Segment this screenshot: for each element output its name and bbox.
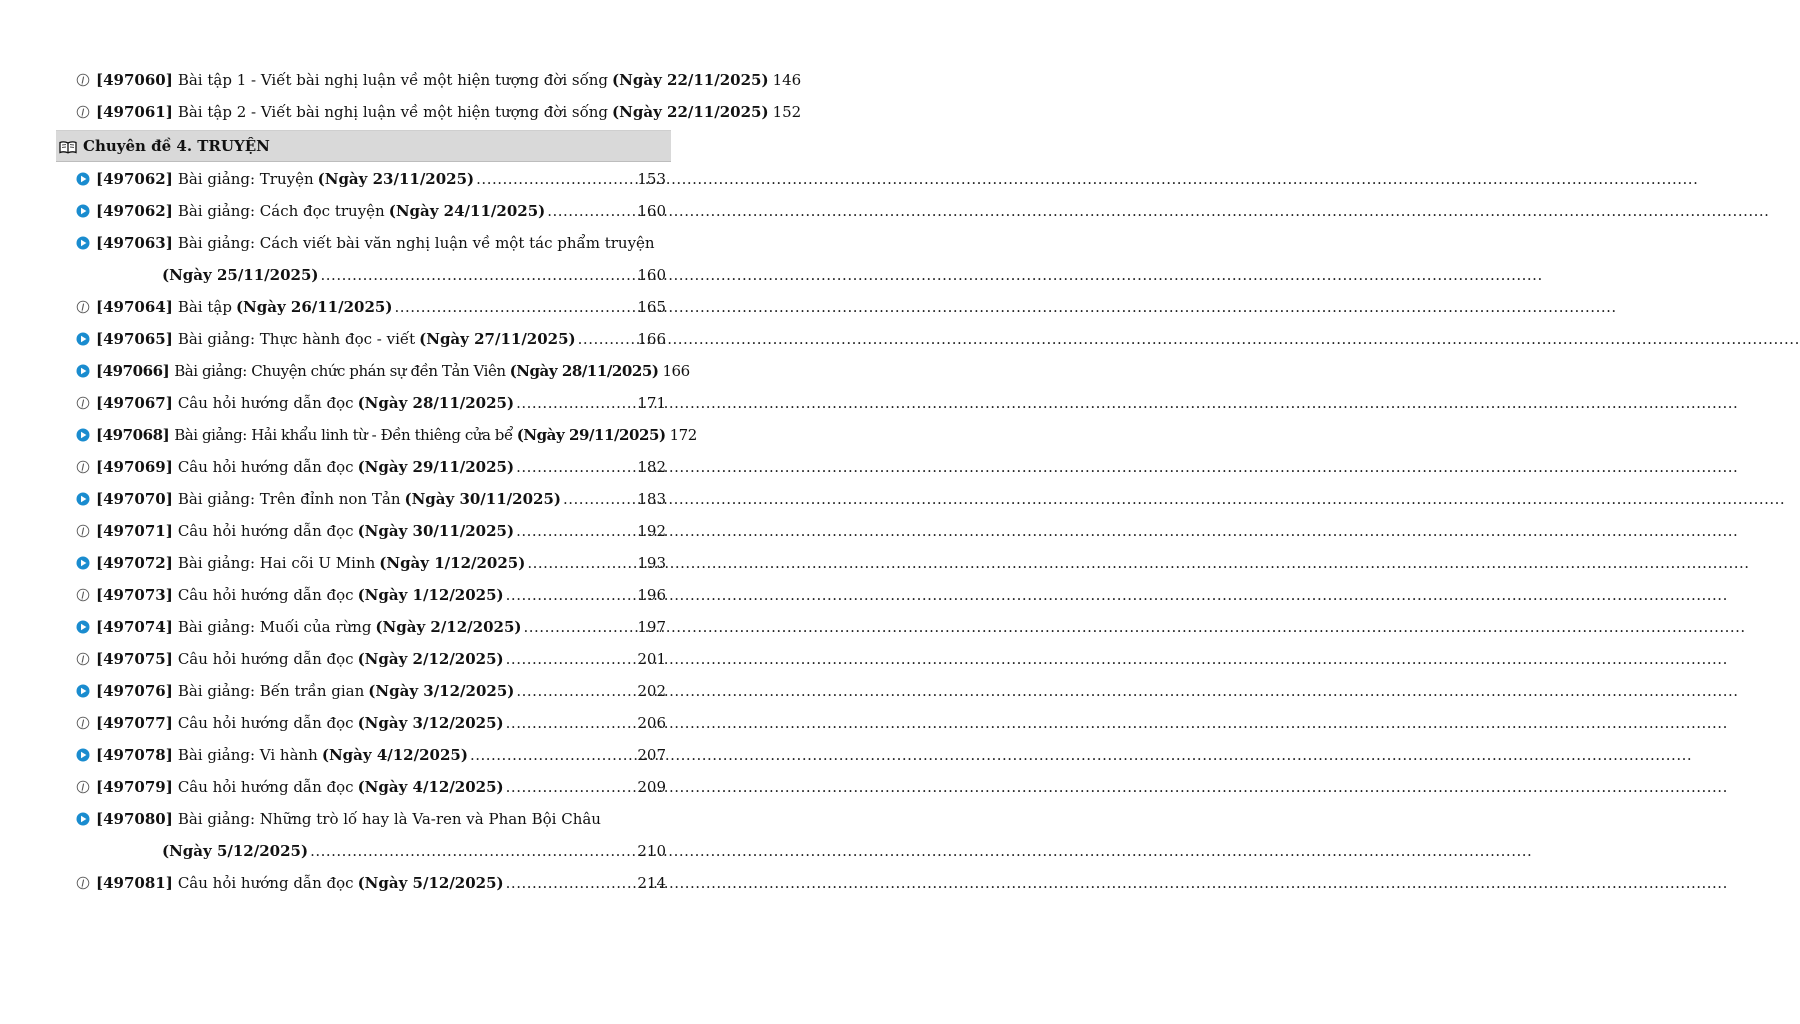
entry-date: (Ngày 29/11/2025) (357, 458, 515, 476)
play-icon (76, 204, 90, 218)
leader-dots (506, 867, 636, 899)
toc-entry[interactable] (56, 227, 666, 291)
entry-page: 214 (637, 874, 666, 892)
quiz-icon (76, 652, 90, 666)
entry-page: 165 (637, 298, 666, 316)
play-icon (76, 748, 90, 762)
toc-entry[interactable] (56, 64, 802, 96)
toc-entry[interactable] (56, 355, 690, 387)
entry-title: Câu hỏi hướng dẫn đọc (177, 778, 354, 796)
leader-dots (506, 643, 636, 675)
leader-dots (516, 451, 635, 483)
quiz-icon (76, 780, 90, 794)
entry-code: [497067] (96, 394, 173, 412)
entry-title: Bài giảng: Hai cõi U Minh (177, 554, 376, 572)
entry-code: [497073] (96, 586, 173, 604)
entry-title: Bài giảng: Cách đọc truyện (177, 202, 385, 220)
entry-page: 201 (637, 650, 666, 668)
toc-entry[interactable] (56, 163, 666, 195)
entry-page: 197 (637, 618, 666, 636)
play-icon (76, 236, 90, 250)
quiz-icon (76, 396, 90, 410)
entry-title: Câu hỏi hướng dẫn đọc (177, 874, 354, 892)
toc-entry[interactable] (56, 707, 666, 739)
book-icon (59, 139, 77, 153)
entry-date: (Ngày 5/12/2025) (357, 874, 504, 892)
leader-dots (527, 547, 635, 579)
leader-dots (516, 675, 635, 707)
entry-title: Bài giảng: Hải khẩu linh từ - Đền thiêng cửa bể (174, 426, 513, 444)
entry-code: [497080] (96, 810, 173, 828)
entry-code: [497078] (96, 746, 173, 764)
toc-entry[interactable] (56, 323, 666, 355)
entry-date: (Ngày 30/11/2025) (404, 490, 561, 508)
entry-code: [497077] (96, 714, 173, 732)
entry-date: (Ngày 1/12/2025) (357, 586, 504, 604)
toc-entry[interactable] (56, 643, 666, 675)
play-icon (76, 812, 90, 826)
entry-code: [497066] (96, 362, 170, 380)
entry-code: [497063] (96, 234, 173, 252)
entry-code: [497070] (96, 490, 173, 508)
entry-page: 193 (637, 554, 666, 572)
entry-date: (Ngày 4/12/2025) (357, 778, 504, 796)
quiz-icon (76, 73, 90, 87)
quiz-icon (76, 588, 90, 602)
play-icon (76, 428, 90, 442)
leader-dots (524, 611, 636, 643)
entry-title: Bài giảng: Chuyện chức phán sự đền Tản Viên (174, 362, 506, 380)
entry-code: [497060] (96, 71, 173, 89)
entry-title: Câu hỏi hướng dẫn đọc (177, 714, 354, 732)
play-icon (76, 620, 90, 634)
leader-dots (563, 483, 635, 515)
leader-dots (394, 291, 635, 323)
entry-date: (Ngày 5/12/2025) (162, 842, 309, 860)
entry-page: 182 (637, 458, 666, 476)
entry-title: Câu hỏi hướng dẫn đọc (177, 458, 354, 476)
leader-dots (506, 707, 636, 739)
entry-title: Bài giảng: Thực hành đọc - viết (177, 330, 416, 348)
entry-code: [497061] (96, 103, 173, 121)
entry-page: 202 (637, 682, 666, 700)
leader-dots (310, 835, 635, 867)
entry-page: 192 (637, 522, 666, 540)
entry-title: Bài tập 2 - Viết bài nghị luận về một hiện tượng đời sống (177, 103, 609, 121)
entry-title: Câu hỏi hướng dẫn đọc (177, 522, 354, 540)
play-icon (76, 556, 90, 570)
entry-title: Bài tập (177, 298, 232, 316)
entry-page: 153 (637, 170, 666, 188)
entry-title: Bài giảng: Bến trần gian (177, 682, 365, 700)
section-title: Chuyên đề 4. TRUYỆN (83, 137, 270, 155)
entry-date: (Ngày 3/12/2025) (357, 714, 504, 732)
entry-date: (Ngày 23/11/2025) (317, 170, 475, 188)
toc-entry[interactable] (56, 419, 697, 451)
toc-entry[interactable] (56, 803, 666, 867)
toc-entry[interactable] (56, 867, 666, 899)
entry-page: 152 (772, 103, 802, 121)
entry-title: Câu hỏi hướng dẫn đọc (177, 586, 354, 604)
entry-code: [497071] (96, 522, 173, 540)
entry-title: Bài giảng: Trên đỉnh non Tản (177, 490, 401, 508)
entry-date: (Ngày 22/11/2025) (612, 103, 769, 121)
toc-entry[interactable] (56, 483, 666, 515)
toc-entry[interactable] (56, 96, 802, 128)
entry-date: (Ngày 4/12/2025) (321, 746, 468, 764)
toc-entry[interactable] (56, 739, 666, 771)
entry-page: 206 (637, 714, 666, 732)
entry-code: [497072] (96, 554, 173, 572)
entry-page: 183 (637, 490, 666, 508)
play-icon (76, 332, 90, 346)
toc-entry[interactable] (56, 291, 666, 323)
entry-date: (Ngày 26/11/2025) (235, 298, 393, 316)
entry-date: (Ngày 24/11/2025) (388, 202, 546, 220)
entry-code: [497064] (96, 298, 173, 316)
entry-page: 166 (662, 362, 690, 380)
section-header[interactable] (56, 130, 671, 162)
play-icon (76, 172, 90, 186)
entry-date: (Ngày 22/11/2025) (612, 71, 769, 89)
entry-page: 209 (637, 778, 666, 796)
entry-title: Bài giảng: Vi hành (177, 746, 318, 764)
entry-date: (Ngày 28/11/2025) (357, 394, 515, 412)
entry-date: (Ngày 27/11/2025) (419, 330, 576, 348)
entry-date: (Ngày 28/11/2025) (509, 362, 659, 380)
entry-page: 196 (637, 586, 666, 604)
leader-dots (516, 387, 635, 419)
entry-code: [497062] (96, 202, 173, 220)
entry-title: Câu hỏi hướng dẫn đọc (177, 650, 354, 668)
quiz-icon (76, 876, 90, 890)
entry-code: [497068] (96, 426, 170, 444)
play-icon (76, 364, 90, 378)
entry-date: (Ngày 1/12/2025) (379, 554, 526, 572)
entry-code: [497076] (96, 682, 173, 700)
quiz-icon (76, 105, 90, 119)
entry-title: Bài giảng: Những trò lố hay là Va-ren và Phan Bội Châu (177, 810, 601, 828)
entry-code: [497081] (96, 874, 173, 892)
entry-date: (Ngày 29/11/2025) (516, 426, 666, 444)
entry-code: [497079] (96, 778, 173, 796)
quiz-icon (76, 300, 90, 314)
play-icon (76, 684, 90, 698)
toc-entry[interactable] (56, 579, 666, 611)
table-of-contents (56, 64, 802, 899)
toc-entry[interactable] (56, 387, 666, 419)
entry-date: (Ngày 3/12/2025) (368, 682, 515, 700)
entry-date: (Ngày 2/12/2025) (375, 618, 522, 636)
leader-dots (321, 259, 636, 291)
toc-entry[interactable] (56, 515, 666, 547)
entry-title: Bài giảng: Cách viết bài văn nghị luận về một tác phẩm truyện (177, 234, 655, 252)
leader-dots (470, 739, 635, 771)
entry-page: 160 (637, 266, 666, 284)
entry-page: 160 (637, 202, 666, 220)
entry-page: 172 (669, 426, 697, 444)
entry-page: 210 (637, 842, 666, 860)
entry-page: 207 (637, 746, 666, 764)
play-icon (76, 492, 90, 506)
toc-entry[interactable] (56, 451, 666, 483)
toc-entry[interactable] (56, 547, 666, 579)
entry-code: [497074] (96, 618, 173, 636)
leader-dots (476, 163, 635, 195)
toc-entry[interactable] (56, 675, 666, 707)
entry-date: (Ngày 30/11/2025) (357, 522, 515, 540)
entry-code: [497065] (96, 330, 173, 348)
leader-dots (547, 195, 635, 227)
entry-title: Bài giảng: Muối của rừng (177, 618, 372, 636)
quiz-icon (76, 460, 90, 474)
leader-dots (506, 579, 636, 611)
entry-date: (Ngày 25/11/2025) (162, 266, 319, 284)
entry-title: Bài giảng: Truyện (177, 170, 314, 188)
toc-entry[interactable] (56, 771, 666, 803)
entry-page: 171 (637, 394, 666, 412)
entry-code: [497062] (96, 170, 173, 188)
entry-page: 166 (637, 330, 666, 348)
entry-title: Bài tập 1 - Viết bài nghị luận về một hiện tượng đời sống (177, 71, 609, 89)
entry-title: Câu hỏi hướng dẫn đọc (177, 394, 354, 412)
entry-page: 146 (772, 71, 802, 89)
leader-dots (578, 323, 636, 355)
toc-entry[interactable] (56, 195, 666, 227)
toc-entry[interactable] (56, 611, 666, 643)
leader-dots (516, 515, 635, 547)
leader-dots (506, 771, 636, 803)
entry-code: [497075] (96, 650, 173, 668)
quiz-icon (76, 524, 90, 538)
quiz-icon (76, 716, 90, 730)
entry-code: [497069] (96, 458, 173, 476)
entry-date: (Ngày 2/12/2025) (357, 650, 504, 668)
